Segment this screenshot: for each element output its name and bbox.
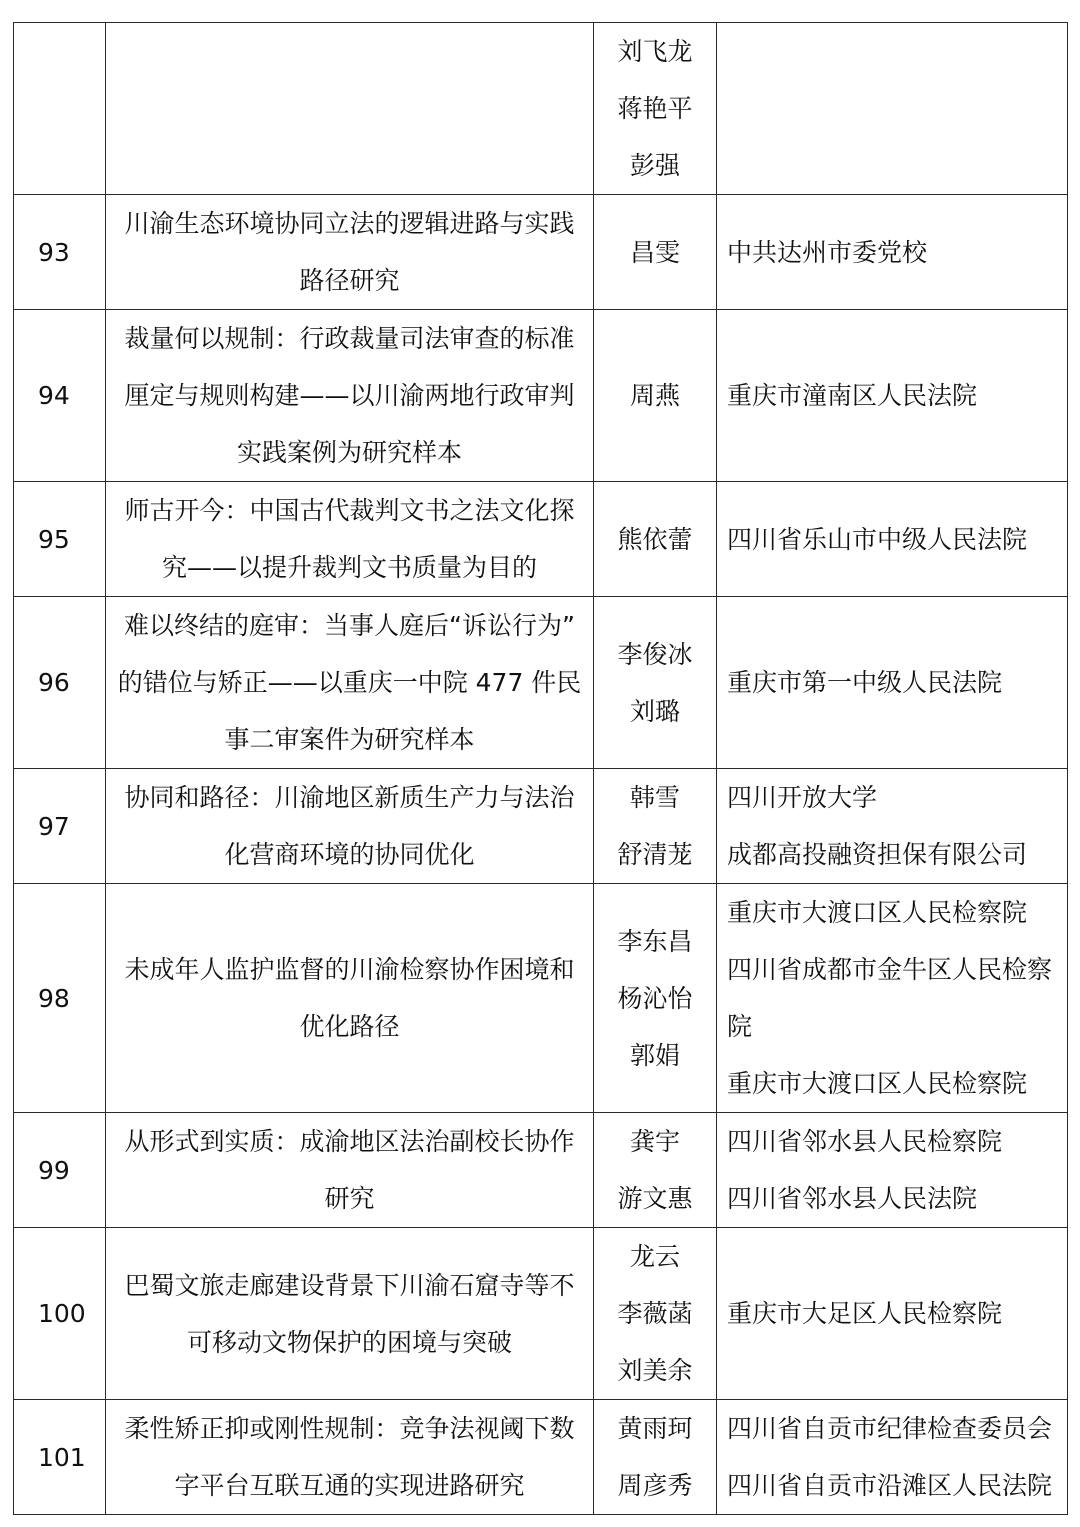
paper-title-line: 协同和路径：川渝地区新质生产力与法治 xyxy=(124,783,575,812)
paper-title xyxy=(106,482,594,597)
paper-title xyxy=(106,23,594,195)
author-name: 黄雨珂 xyxy=(617,1414,693,1443)
organization xyxy=(717,597,1068,769)
awards-table-body xyxy=(14,23,1068,1515)
row-number: 100 xyxy=(14,1228,106,1400)
author-name: 龚宇 xyxy=(629,1127,680,1156)
author-names xyxy=(594,769,717,884)
table-row xyxy=(14,597,1068,769)
organization-name: 四川省邻水县人民法院 xyxy=(727,1184,978,1213)
paper-title xyxy=(106,1228,594,1400)
organization-name: 成都高投融资担保有限公司 xyxy=(727,840,1028,869)
organization-name: 四川开放大学 xyxy=(727,783,878,812)
paper-title xyxy=(106,1113,594,1228)
author-name: 熊依蕾 xyxy=(617,524,693,554)
paper-title-line: 实践案例为研究样本 xyxy=(236,438,462,467)
table-row xyxy=(14,310,1068,482)
organization-name: 院 xyxy=(727,1012,753,1041)
author-name: 李俊冰 xyxy=(617,639,693,669)
organization xyxy=(717,1228,1068,1400)
author-name: 周燕 xyxy=(629,381,680,410)
author-names xyxy=(594,1400,717,1515)
organization-name: 重庆市第一中级人民法院 xyxy=(727,668,1003,697)
paper-title-line: 柔性矫正抑或刚性规制：竞争法视阈下数 xyxy=(124,1414,575,1443)
paper-title-line: 究——以提升裁判文书质量为目的 xyxy=(161,553,537,582)
author-name: 刘璐 xyxy=(629,696,680,726)
paper-title xyxy=(106,310,594,482)
paper-title xyxy=(106,1400,594,1515)
paper-title-line: 难以终结的庭审：当事人庭后“诉讼行为” xyxy=(124,611,575,640)
organization-name: 重庆市大渡口区人民检察院 xyxy=(727,1069,1028,1098)
table-row xyxy=(14,23,1068,195)
paper-title-line: 可移动文物保护的困境与突破 xyxy=(186,1327,512,1357)
author-name: 李东昌 xyxy=(617,926,693,956)
paper-title-line: 裁量何以规制：行政裁量司法审查的标准 xyxy=(124,324,575,353)
organization xyxy=(717,23,1068,195)
author-names xyxy=(594,597,717,769)
organization-name: 四川省成都市金牛区人民检察 xyxy=(727,955,1053,984)
author-name: 李薇菡 xyxy=(617,1299,693,1328)
row-number: 99 xyxy=(14,1113,106,1228)
author-names xyxy=(594,23,717,195)
paper-title-line: 路径研究 xyxy=(299,266,400,295)
row-number: 94 xyxy=(14,310,106,482)
author-name: 刘飞龙 xyxy=(617,37,693,66)
row-number: 96 xyxy=(14,597,106,769)
row-number: 93 xyxy=(14,195,106,310)
awards-table xyxy=(13,22,1068,1515)
table-row xyxy=(14,1228,1068,1400)
organization-name: 中共达州市委党校 xyxy=(727,237,928,267)
organization xyxy=(717,1400,1068,1515)
organization-name: 四川省自贡市沿滩区人民法院 xyxy=(727,1471,1053,1500)
paper-title-line: 川渝生态环境协同立法的逻辑进路与实践 xyxy=(124,209,575,238)
author-names xyxy=(594,310,717,482)
table-row xyxy=(14,884,1068,1113)
organization xyxy=(717,1113,1068,1228)
table-row xyxy=(14,769,1068,884)
row-number: 97 xyxy=(14,769,106,884)
row-number: 95 xyxy=(14,482,106,597)
paper-title xyxy=(106,884,594,1113)
paper-title-line: 事二审案件为研究样本 xyxy=(224,725,475,754)
author-names xyxy=(594,1228,717,1400)
paper-title-line: 厘定与规则构建——以川渝两地行政审判 xyxy=(124,381,575,410)
table-row xyxy=(14,195,1068,310)
row-number: 98 xyxy=(14,884,106,1113)
row-number: 101 xyxy=(14,1400,106,1515)
author-name: 游文惠 xyxy=(617,1184,693,1213)
organization xyxy=(717,769,1068,884)
paper-title-line: 优化路径 xyxy=(299,1012,400,1041)
author-name: 龙云 xyxy=(629,1242,680,1271)
author-names xyxy=(594,884,717,1113)
organization-name: 重庆市潼南区人民法院 xyxy=(727,381,978,410)
organization xyxy=(717,482,1068,597)
author-name: 彭强 xyxy=(629,151,680,180)
author-name: 周彦秀 xyxy=(617,1471,693,1500)
paper-title-line: 未成年人监护监督的川渝检察协作困境和 xyxy=(124,955,575,984)
organization-name: 四川省乐山市中级人民法院 xyxy=(727,524,1028,554)
author-name: 杨沁怡 xyxy=(617,983,693,1013)
paper-title-line: 巴蜀文旅走廊建设背景下川渝石窟寺等不 xyxy=(124,1270,575,1300)
organization-name: 四川省自贡市纪律检查委员会 xyxy=(727,1414,1053,1443)
paper-title-line: 研究 xyxy=(324,1184,375,1213)
paper-title-line: 化营商环境的协同优化 xyxy=(224,840,475,869)
author-name: 昌雯 xyxy=(629,237,680,267)
author-name: 蒋艳平 xyxy=(617,94,693,123)
organization-name: 重庆市大足区人民检察院 xyxy=(727,1299,1003,1328)
organization-name: 重庆市大渡口区人民检察院 xyxy=(727,898,1028,927)
author-names xyxy=(594,482,717,597)
table-row xyxy=(14,1113,1068,1228)
table-row xyxy=(14,1400,1068,1515)
author-name: 韩雪 xyxy=(629,783,680,812)
author-name: 郭娟 xyxy=(629,1040,680,1070)
paper-title-line: 从形式到实质：成渝地区法治副校长协作 xyxy=(124,1127,575,1156)
paper-title xyxy=(106,597,594,769)
table-row xyxy=(14,482,1068,597)
author-name: 刘美余 xyxy=(617,1356,693,1385)
paper-title xyxy=(106,769,594,884)
row-number xyxy=(14,23,106,195)
author-names xyxy=(594,195,717,310)
paper-title-line: 字平台互联互通的实现进路研究 xyxy=(174,1471,525,1500)
organization-name: 四川省邻水县人民检察院 xyxy=(727,1127,1003,1156)
author-names xyxy=(594,1113,717,1228)
organization xyxy=(717,884,1068,1113)
author-name: 舒清茏 xyxy=(617,840,693,869)
paper-title-line: 的错位与矫正——以重庆一中院 477 件民 xyxy=(117,668,582,697)
organization xyxy=(717,195,1068,310)
paper-title-line: 师古开今：中国古代裁判文书之法文化探 xyxy=(124,496,575,525)
paper-title xyxy=(106,195,594,310)
organization xyxy=(717,310,1068,482)
